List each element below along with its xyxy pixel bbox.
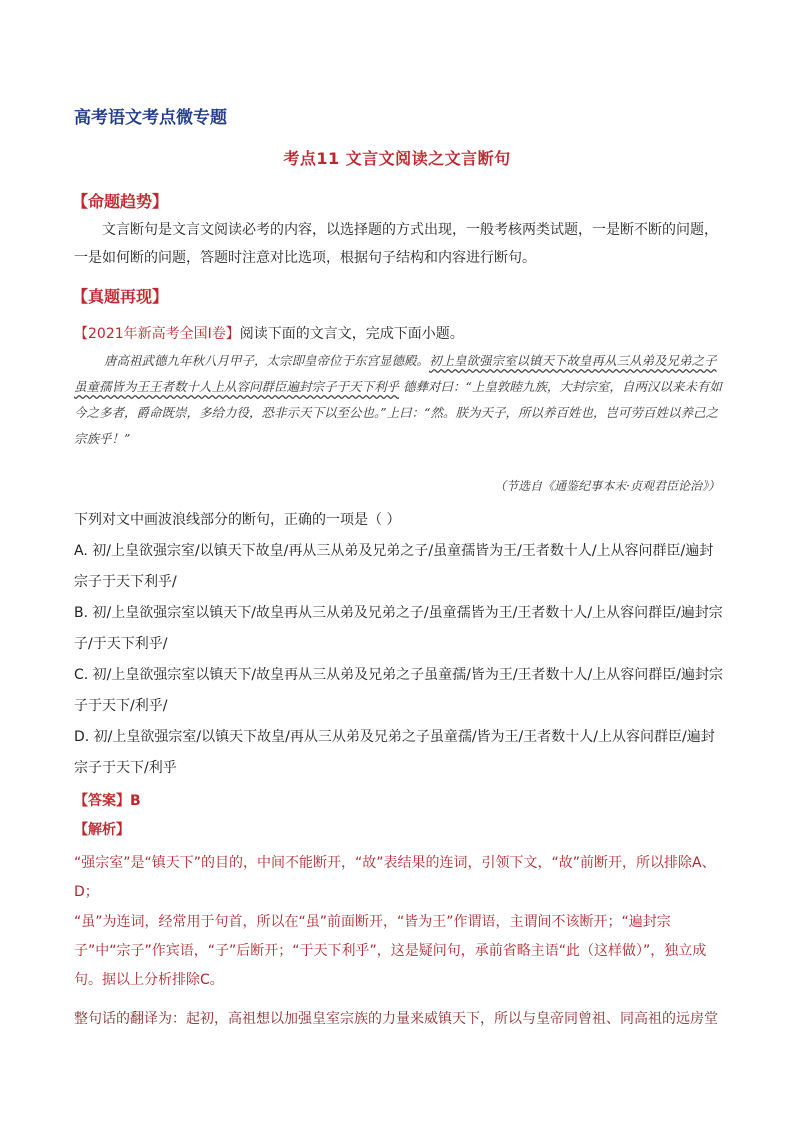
option-a: A. 初/上皇欲强宗室/以镇天下故皇/再从三从弟及兄弟之子/虽童孺皆为王/王者数十人/上从容问群臣/遍封宗子于天下利乎/ bbox=[74, 543, 714, 590]
analysis-label: 【解析】 bbox=[74, 822, 130, 838]
trend-heading: 【命题趋势】 bbox=[72, 192, 169, 211]
real-exam-heading: 【真题再现】 bbox=[72, 287, 169, 306]
question-intro bbox=[74, 320, 724, 348]
answer-label: 【答案】B bbox=[74, 793, 141, 809]
translation-paragraph: 整句话的翻译为：起初，高祖想以加强皇室宗族的力量来威镇天下，所以与皇帝同曾祖、同高祖的远房堂 bbox=[74, 1011, 718, 1027]
option-b: B. 初/上皇欲强宗室以镇天下/故皇再从三从弟及兄弟之子/虽童孺皆为王/王者数十人/上从容问群臣/遍封宗子/于天下利乎/ bbox=[74, 605, 723, 652]
passage-rest: 德彝对曰：“上皇敦睦九族，大封宗室，自两汉以来未有如今之多者，爵命既崇，多给力役，恐非示天下以至公也。”上曰：“然。朕为天子，所以养百姓也，岂可劳百姓以养己之宗族乎！” bbox=[74, 379, 722, 446]
trend-text: 文言断句是文言文阅读必考的内容，以选择题的方式出现，一般考核两类试题，一是断不断的问题，一是如何断的问题，答题时注意对比选项，根据句子结构和内容进行断句。 bbox=[74, 222, 718, 266]
exam-source-tag: 【2021年新高考全国Ⅰ卷】 bbox=[74, 326, 240, 342]
series-title: 高考语文考点微专题 bbox=[74, 108, 227, 128]
topic-title: 考点11 文言文阅读之文言断句 bbox=[283, 149, 511, 168]
classical-passage bbox=[74, 348, 722, 452]
question-stem: 下列对文中画波浪线部分的断句，正确的一项是（ ） bbox=[74, 512, 401, 528]
wavy-underlined-passage: 初上皇欲强宗室以镇天下故皇再从三从弟及兄弟之子虽童孺皆为王王者数十人上从容问群臣遍封宗子于天下利乎 bbox=[74, 353, 717, 394]
passage-intro: 唐高祖武德九年秋八月甲子，太宗即皇帝位于东宫显德殿。 bbox=[104, 353, 430, 368]
analysis-paragraph-1: “强宗室”是“镇天下”的目的，中间不能断开，“故”表结果的连词，引领下文，“故”前断开，所以排除A、D； bbox=[74, 855, 716, 900]
passage-citation: （节选自《通鉴纪事本末·贞观君臣论治》） bbox=[494, 479, 720, 493]
option-c: C. 初/上皇欲强宗室以镇天下/故皇再从三从弟及兄弟之子虽童孺/皆为王/王者数十人/上从容问群臣/遍封宗子于天下/利乎/ bbox=[74, 667, 723, 714]
analysis-paragraph-2: “虽”为连词，经常用于句首，所以在“虽”前面断开，“皆为王”作谓语，主谓间不该断开；“遍封宗子”中“宗子”作宾语，“子”后断开；“于天下利乎”，这是疑问句，承前省略主语“此（这样做）”，独立成句。据以上分析排除C。 bbox=[74, 914, 707, 988]
question-prompt: 阅读下面的文言文，完成下面小题。 bbox=[239, 326, 464, 342]
option-d: D. 初/上皇欲强宗室/以镇天下故皇/再从三从弟及兄弟之子虽童孺/皆为王/王者数十人/上从容问群臣/遍封宗子于天下/利乎 bbox=[74, 729, 715, 776]
